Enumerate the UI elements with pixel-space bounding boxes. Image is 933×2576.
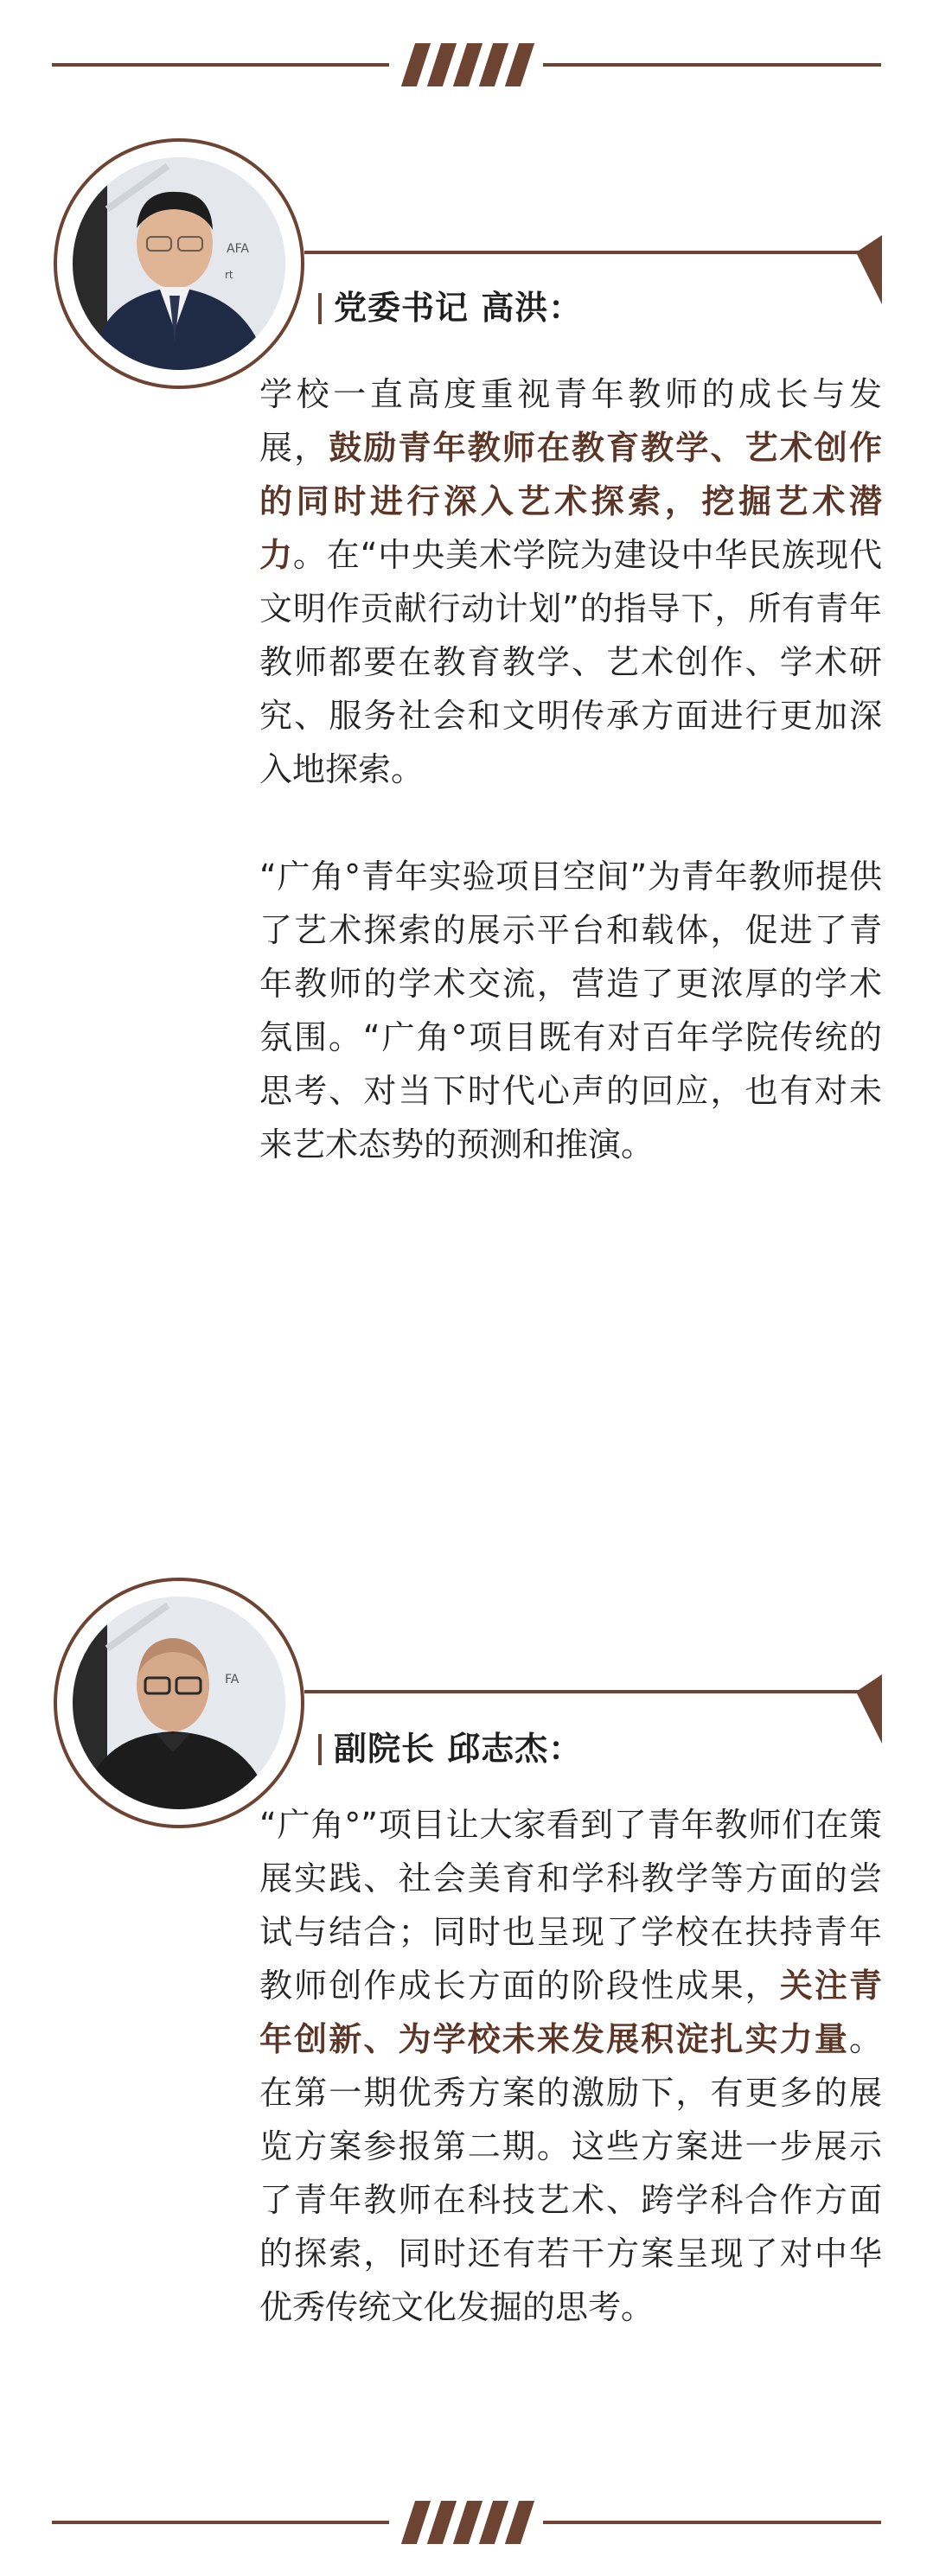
speech-qiu-zhijie bbox=[259, 1798, 882, 2334]
name-line-tip bbox=[856, 235, 882, 304]
svg-text:AFA: AFA bbox=[227, 242, 249, 256]
avatar-gao-hong bbox=[54, 138, 304, 389]
speaker-name: 邱志杰： bbox=[447, 1730, 583, 1768]
stripe-ornament bbox=[398, 43, 536, 86]
name-underline bbox=[304, 1690, 865, 1693]
bottom-divider bbox=[52, 2496, 881, 2548]
top-divider bbox=[52, 39, 881, 91]
speaker-role: 党委书记 bbox=[334, 289, 470, 327]
paragraph: “广角°青年实验项目空间”为青年教师提供了艺术探索的展示平台和载体，促进了青年教师的学术交流，营造了更浓厚的学术氛围。“广角°项目既有对百年学院传统的思考、对当下时代心声的回应，也有对未来艺术态势的预测和推演。 bbox=[259, 858, 882, 1164]
svg-text:rt: rt bbox=[225, 269, 233, 281]
highlighted-text: 关注青年创新、为学校未来发展积淀扎实力量 bbox=[259, 1967, 882, 2058]
name-line-tip bbox=[856, 1674, 882, 1744]
highlighted-text: 鼓励青年教师在教育教学、艺术创作的同时进行深入艺术探索，挖掘艺术潜力 bbox=[259, 429, 882, 574]
paragraph: 学校一直高度重视青年教师的成长与发展，鼓励青年教师在教育教学、艺术创作的同时进行深入艺术探索，挖掘艺术潜力。在“中央美术学院为建设中华民族现代文明作贡献行动计划”的指导下，所有青年教师都要在教育教学、艺术创作、学术研究、服务社会和文明传承方面进行更加深入地探索。 bbox=[259, 375, 882, 788]
name-underline bbox=[304, 251, 865, 254]
speaker-name: 高洪： bbox=[481, 289, 583, 327]
speaker-label-qiu-zhijie bbox=[318, 1722, 582, 1769]
speech-gao-hong bbox=[259, 367, 882, 1171]
svg-text:FA: FA bbox=[225, 1673, 240, 1687]
paragraph: “广角°”项目让大家看到了青年教师们在策展实践、社会美育和学科教学等方面的尝试与结合；同时也呈现了学校在扶持青年教师创作成长方面的阶段性成果，关注青年创新、为学校未来发展积淀扎实力量。在第一期优秀方案的激励下，有更多的展览方案参报第二期。这些方案进一步展示了青年教师在科技艺术、跨学科合作方面的探索，同时还有若干方案呈现了对中华优秀传统文化发掘的思考。 bbox=[259, 1806, 882, 2326]
avatar-qiu-zhijie bbox=[54, 1578, 304, 1828]
speaker-role: 副院长 bbox=[334, 1730, 436, 1768]
stripe-ornament bbox=[398, 2501, 536, 2544]
speaker-label-gao-hong bbox=[318, 281, 582, 328]
